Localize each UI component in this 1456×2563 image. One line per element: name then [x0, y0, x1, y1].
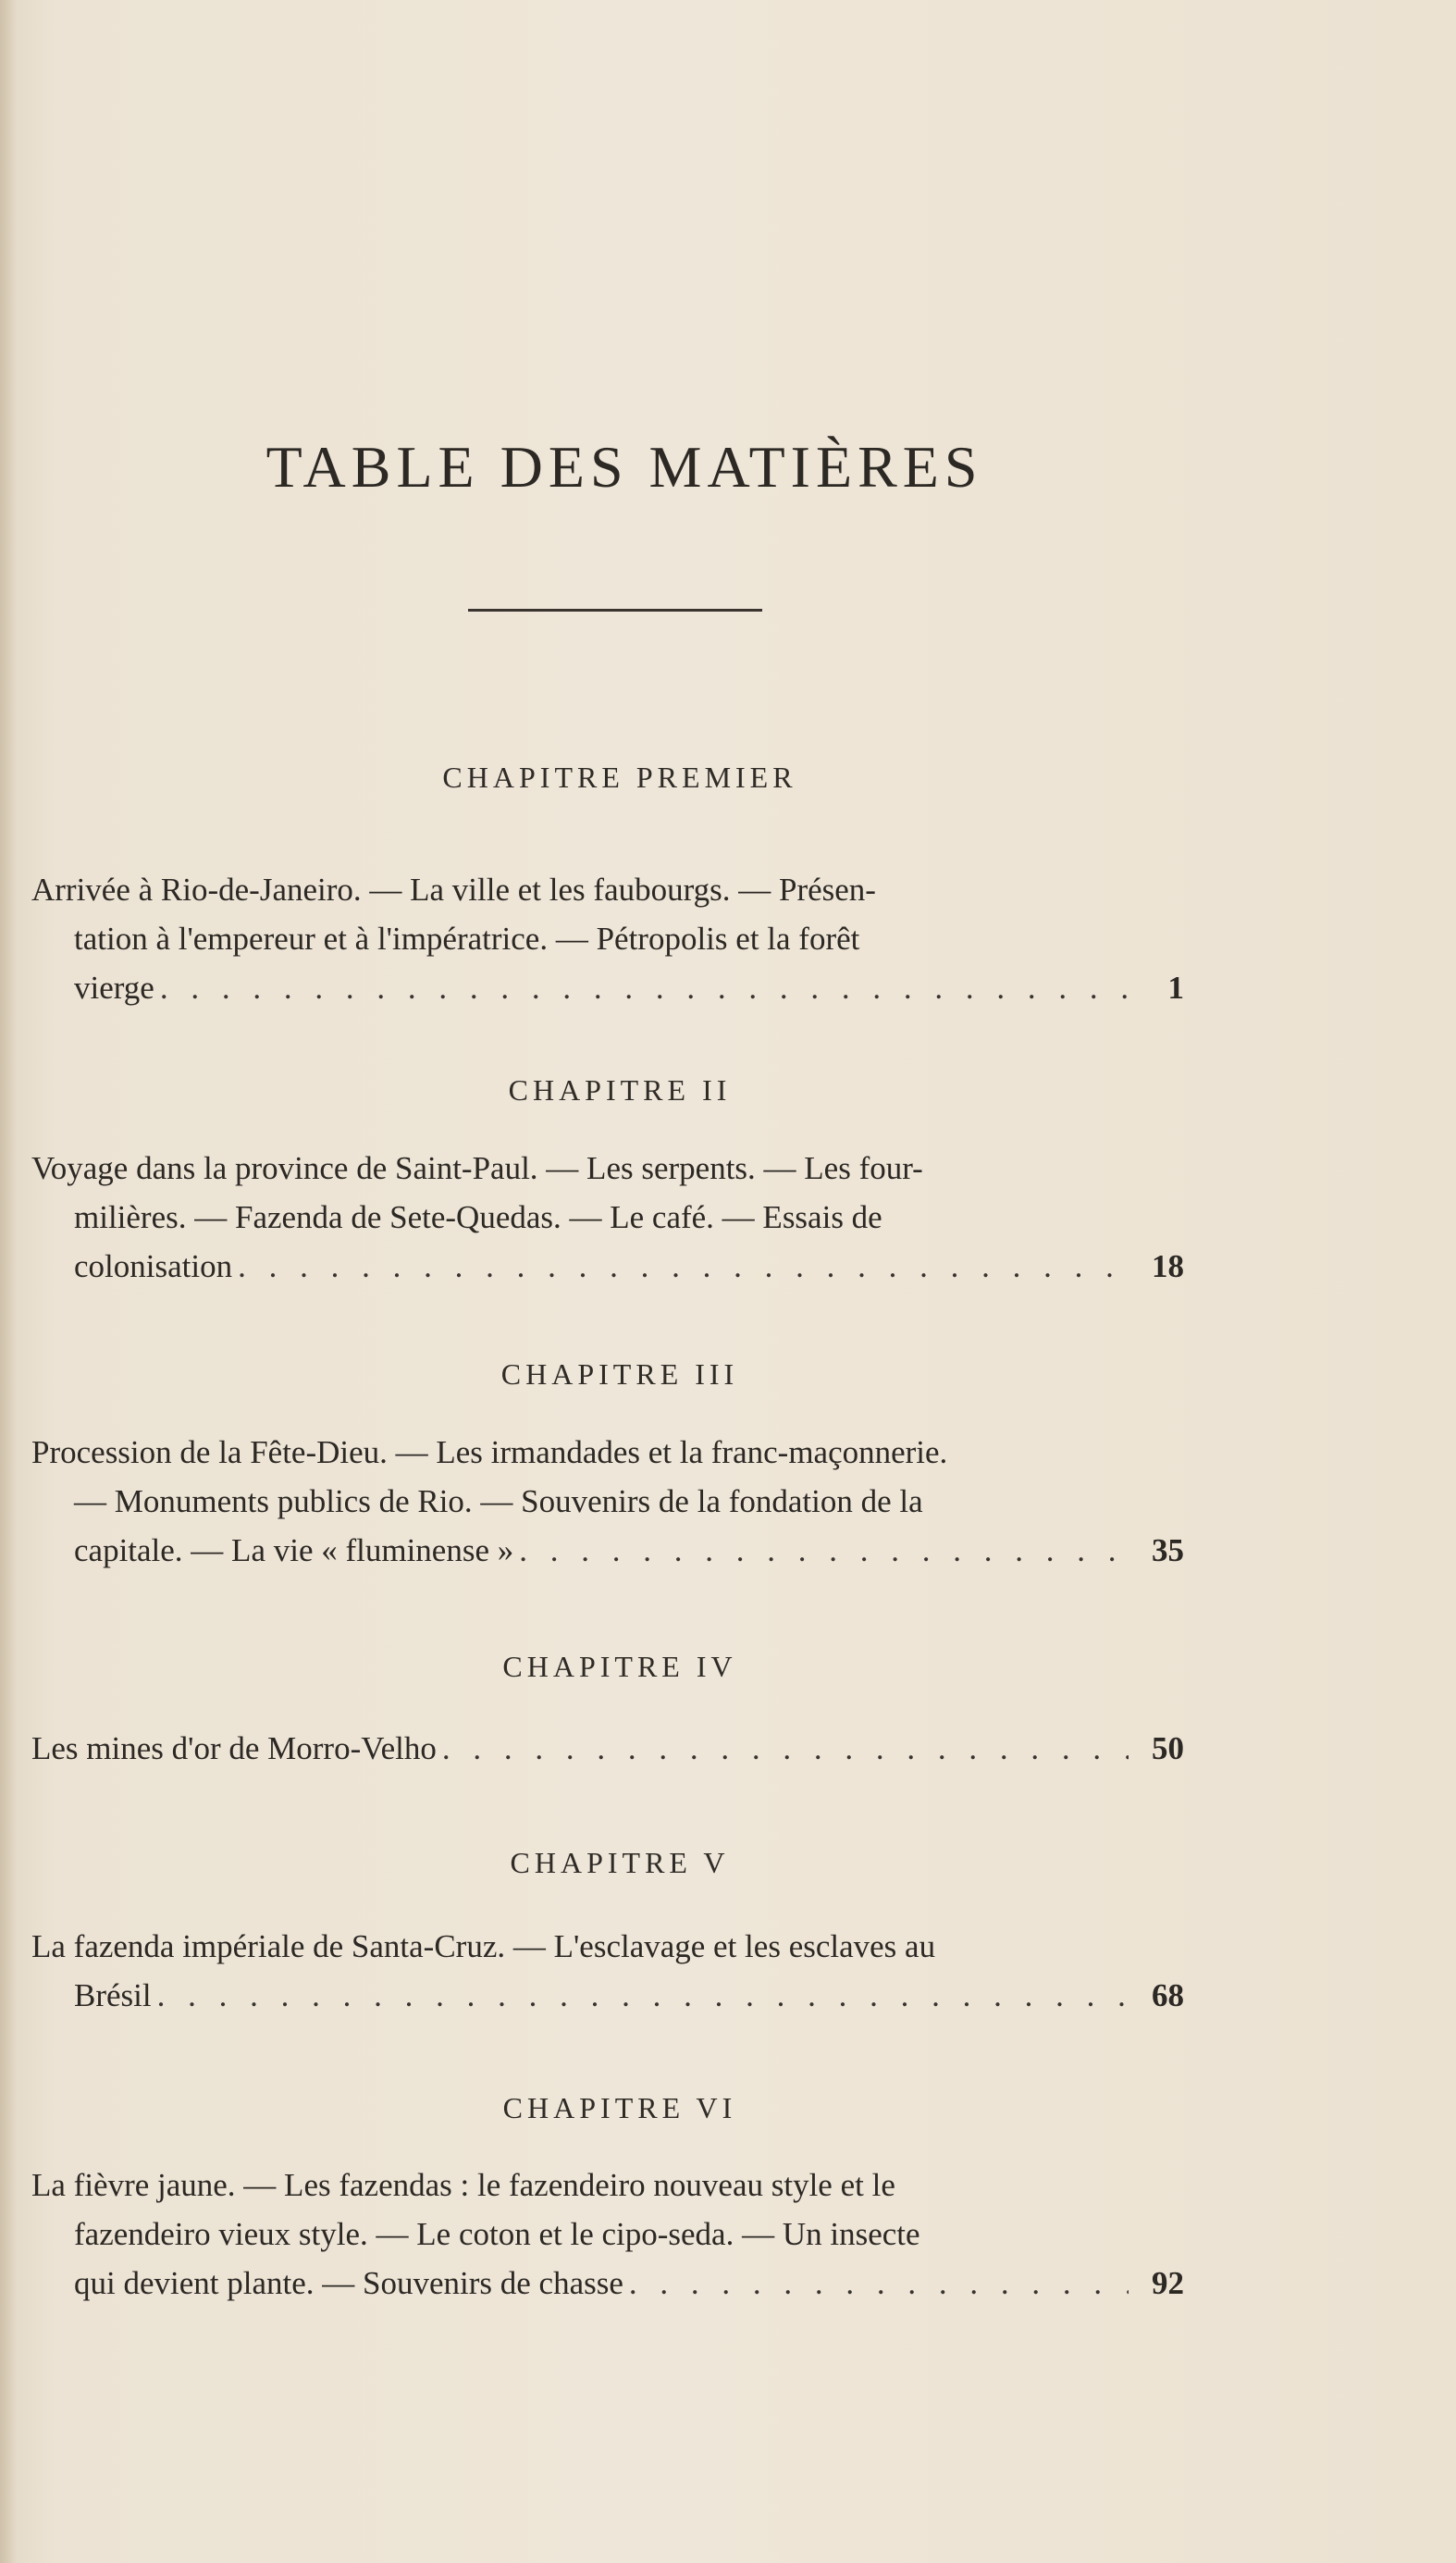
entry-line: Voyage dans la province de Saint-Paul. — Les serpents. — Les four- — [31, 1150, 923, 1186]
page-number: 92 — [1152, 2265, 1184, 2301]
entry-line-with-page: Les mines d'or de Morro-Velho . . . 50 — [31, 1724, 1184, 1773]
chapter-heading-3: CHAPITRE III — [500, 1357, 739, 1391]
chapter-heading-4: CHAPITRE IV — [502, 1650, 737, 1683]
entry-line: milières. — Fazenda de Sete-Quedas. — Le café. — Essais de — [74, 1199, 882, 1235]
chapter-heading-2: CHAPITRE II — [508, 1073, 732, 1107]
dot-leader — [629, 2259, 1129, 2308]
entry-line: Arrivée à Rio-de-Janeiro. — La ville et les faubourgs. — Présen- — [31, 872, 876, 908]
page-number: 50 — [1152, 1730, 1184, 1766]
page-number: 35 — [1152, 1532, 1184, 1568]
entry-line: — Monuments publics de Rio. — Souvenirs de la fondation de la — [74, 1483, 923, 1519]
chapter-entry-3 — [31, 1428, 1184, 1575]
entry-line: tation à l'empereur et à l'impératrice. — Pétropolis et la forêt — [74, 921, 860, 957]
chapter-entry-6 — [31, 2161, 1184, 2308]
chapter-entry-4 — [31, 1724, 1184, 1773]
dot-leader — [157, 1971, 1129, 2020]
page-number: 18 — [1152, 1248, 1184, 1284]
entry-line-with-page: qui devient plante. — Souvenirs de chasse . . . 92 — [31, 2259, 1184, 2308]
page-title: TABLE DES MATIÈRES — [265, 434, 983, 500]
chapter-heading-6: CHAPITRE VI — [502, 2091, 737, 2124]
page-edge-shadow — [0, 0, 17, 2563]
entry-line: La fazenda impériale de Santa-Cruz. — L'esclavage et les esclaves au — [31, 1928, 936, 1964]
dot-leader — [519, 1526, 1129, 1575]
chapter-heading-5: CHAPITRE V — [510, 1846, 730, 1879]
dot-leader — [442, 1724, 1129, 1773]
chapter-heading-1: CHAPITRE PREMIER — [442, 761, 797, 794]
entry-line: La fièvre jaune. — Les fazendas : le fazendeiro nouveau style et le — [31, 2167, 895, 2203]
entry-line: Procession de la Fête-Dieu. — Les irmandades et la franc-maçonnerie. — [31, 1434, 948, 1470]
chapter-entry-5 — [31, 1922, 1184, 2020]
page-number: 1 — [1167, 970, 1184, 1006]
entry-line-with-page: vierge . . . 1 — [31, 963, 1184, 1012]
entry-line-with-page: colonisation . . . 18 — [31, 1242, 1184, 1291]
chapter-entry-2 — [31, 1144, 1184, 1291]
chapter-entry-1 — [31, 865, 1184, 1012]
dot-leader — [160, 963, 1129, 1012]
entry-line-with-page: capitale. — La vie « fluminense » . . . 35 — [31, 1526, 1184, 1575]
page-number: 68 — [1152, 1977, 1184, 2013]
entry-line: fazendeiro vieux style. — Le coton et le cipo-seda. — Un insecte — [74, 2216, 920, 2252]
title-rule — [468, 609, 762, 612]
entry-line-with-page: Brésil . . . 68 — [31, 1971, 1184, 2020]
dot-leader — [238, 1242, 1129, 1291]
